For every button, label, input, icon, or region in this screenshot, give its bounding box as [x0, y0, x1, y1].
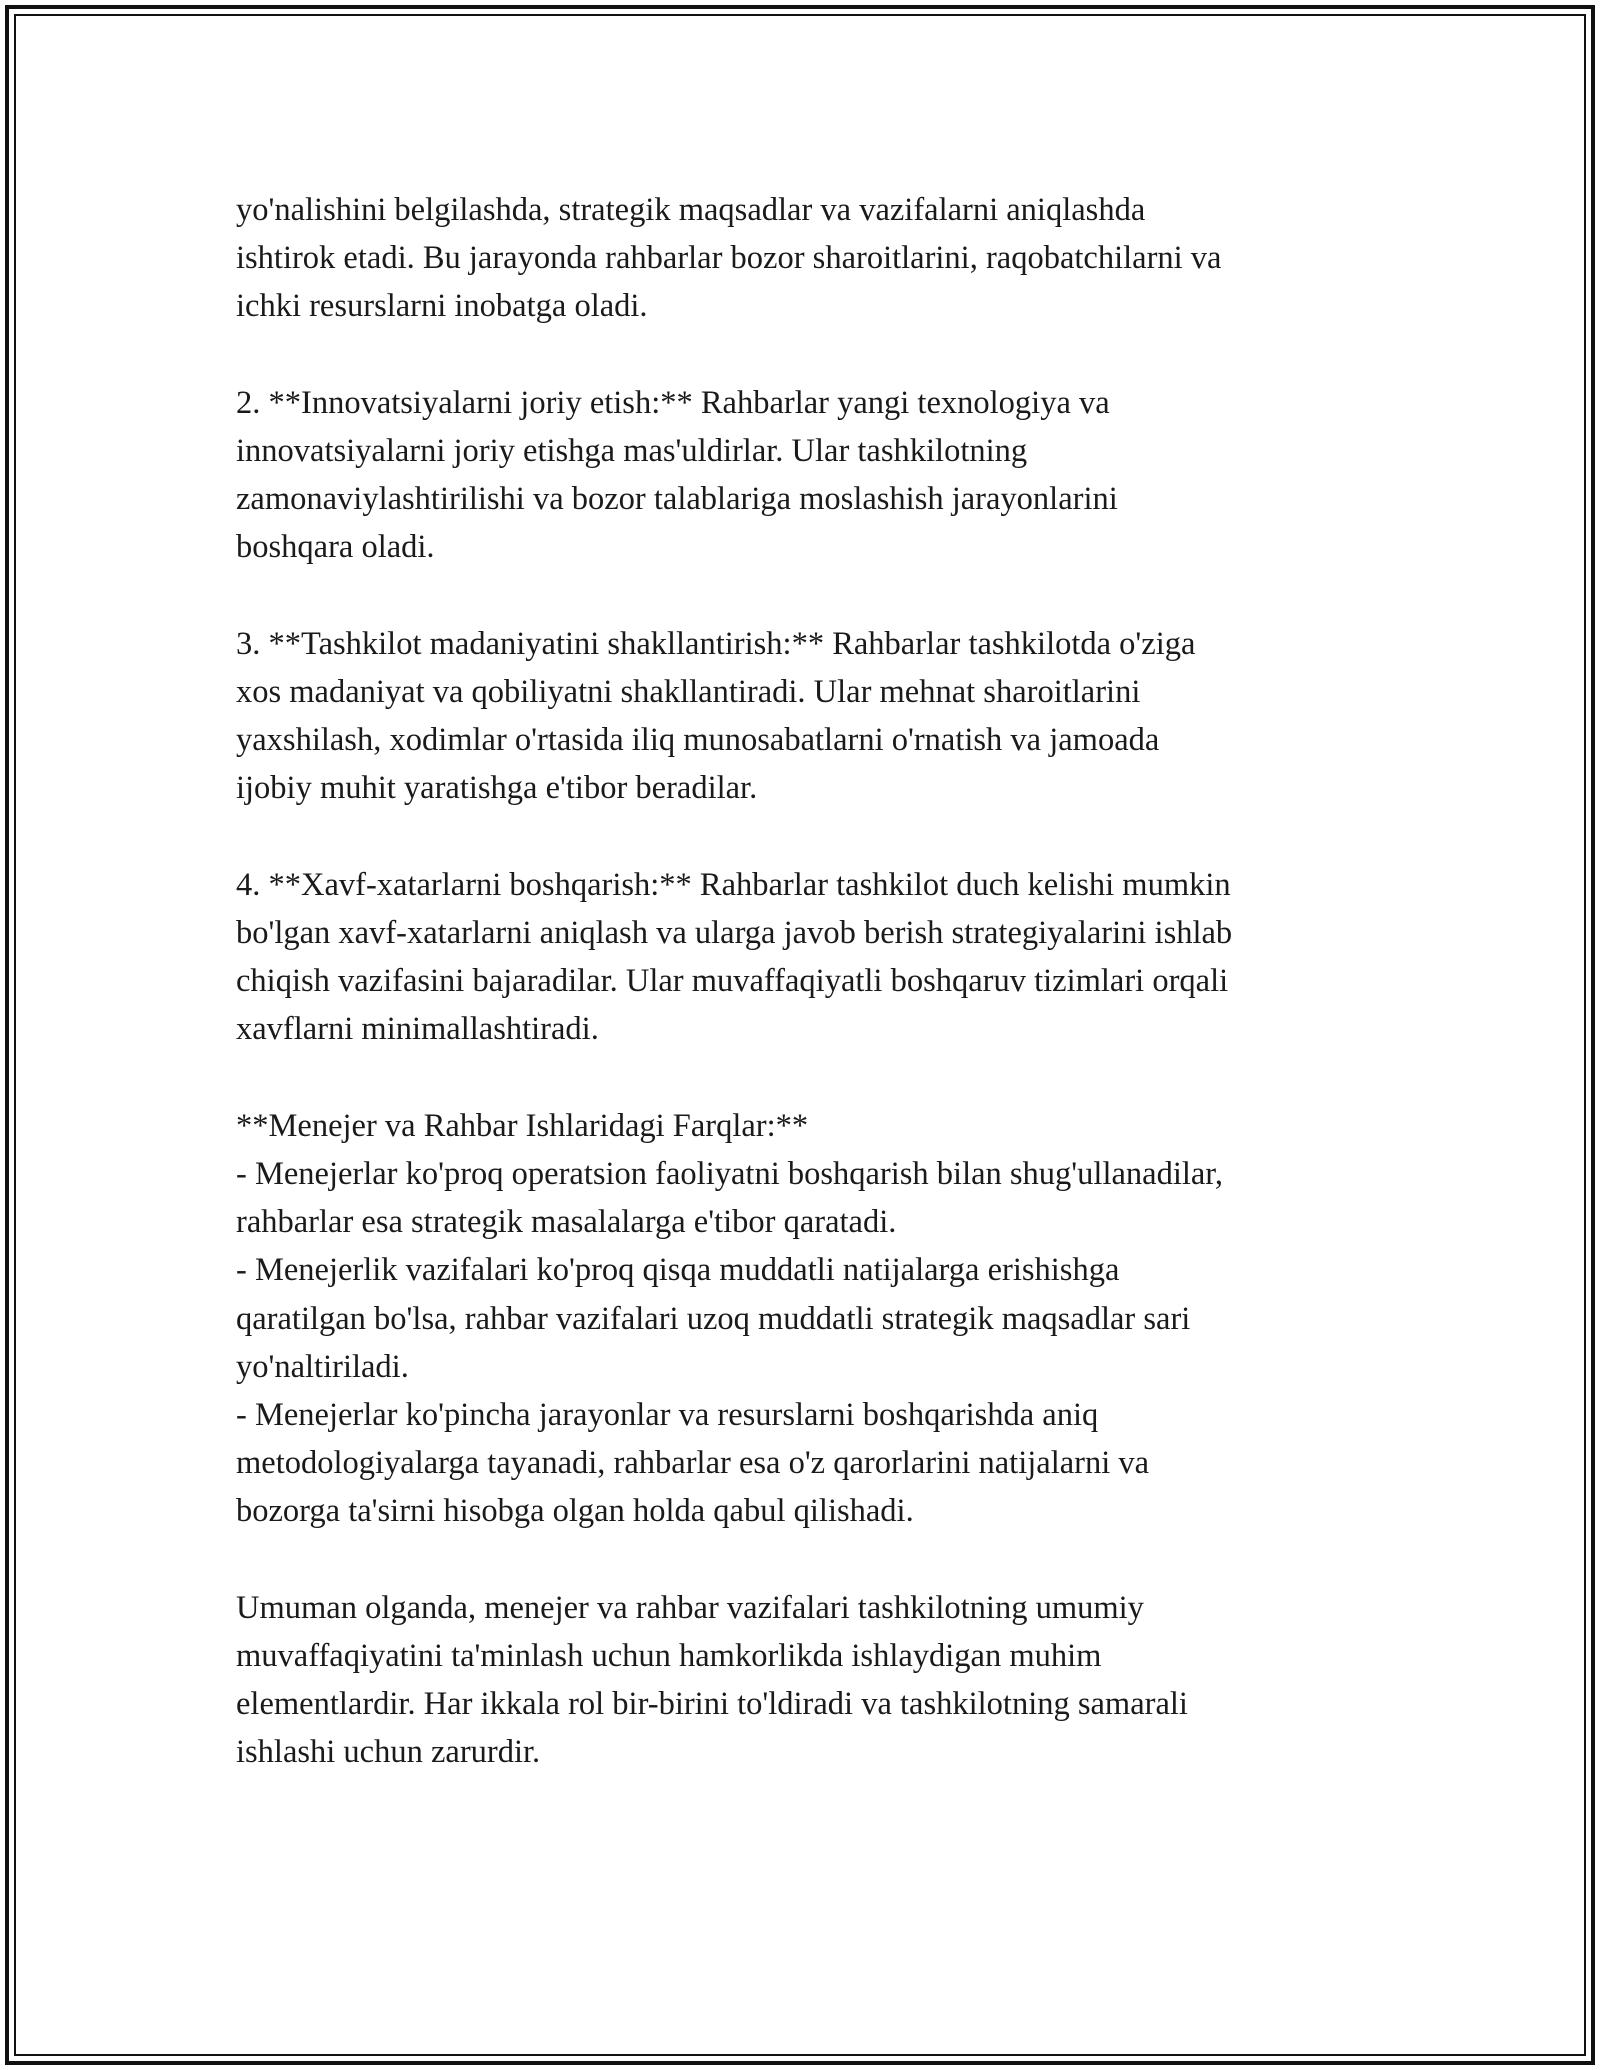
bullet-line: - Menejerlik vazifalari ko'proq qisqa muddatli natijalarga erishishga	[236, 1252, 1120, 1289]
paragraph-risk-management	[236, 861, 1386, 1054]
paragraph-innovations	[236, 379, 1386, 572]
text-line: yo'naltiriladi.	[236, 1348, 409, 1385]
text-line: qaratilgan bo'lsa, rahbar vazifalari uzoq muddatli strategik maqsadlar sari	[236, 1300, 1191, 1337]
section-heading: **Menejer va Rahbar Ishlaridagi Farqlar:**	[236, 1107, 809, 1144]
text-line: zamonaviylashtirilishi va bozor talablariga moslashish jarayonlarini	[236, 481, 1118, 518]
text-line: yaxshilash, xodimlar o'rtasida iliq munosabatlarni o'rnatish va jamoada	[236, 722, 1160, 759]
text-line: 2. **Innovatsiyalarni joriy etish:** Rahbarlar yangi texnologiya va	[236, 384, 1110, 421]
text-line: ijobiy muhit yaratishga e'tibor beradilar.	[236, 770, 758, 807]
bullet-line: - Menejerlar ko'pincha jarayonlar va resurslarni boshqarishda aniq	[236, 1397, 1099, 1434]
text-line: 3. **Tashkilot madaniyatini shakllantirish:** Rahbarlar tashkilotda o'ziga	[236, 625, 1196, 662]
text-line: Umuman olganda, menejer va rahbar vazifalari tashkilotning umumiy	[236, 1589, 1144, 1626]
text-line: bo'lgan xavf-xatarlarni aniqlash va ularga javob berish strategiyalarini ishlab	[236, 915, 1233, 951]
section-differences	[236, 1102, 1386, 1536]
text-line: muvaffaqiyatini ta'minlash uchun hamkorlikda ishlaydigan muhim	[236, 1638, 1102, 1675]
text-line: xavflarni minimallashtiradi.	[236, 1011, 599, 1048]
bullet-line: - Menejerlar ko'proq operatsion faoliyatni boshqarish bilan shug'ullanadilar,	[236, 1156, 1223, 1192]
text-line: yo'nalishini belgilashda, strategik maqsadlar va vazifalarni aniqlashda	[236, 192, 1146, 228]
document-body	[236, 186, 1386, 1825]
text-line: metodologiyalarga tayanadi, rahbarlar esa o'z qarorlarini natijalarni va	[236, 1445, 1150, 1482]
paragraph-strategy-continuation	[236, 186, 1386, 331]
text-line: chiqish vazifasini bajaradilar. Ular muvaffaqiyatli boshqaruv tizimlari orqali	[236, 963, 1229, 1000]
text-line: rahbarlar esa strategik masalalarga e'tibor qaratadi.	[236, 1204, 897, 1241]
text-line: bozorga ta'sirni hisobga olgan holda qabul qilishadi.	[236, 1493, 914, 1530]
paragraph-conclusion	[236, 1584, 1386, 1777]
text-line: innovatsiyalarni joriy etishga mas'uldirlar. Ular tashkilotning	[236, 433, 1028, 469]
paragraph-culture	[236, 620, 1386, 813]
text-line: ichki resurslarni inobatga oladi.	[236, 288, 648, 325]
text-line: ishlashi uchun zarurdir.	[236, 1734, 541, 1771]
text-line: xos madaniyat va qobiliyatni shakllantiradi. Ular mehnat sharoitlarini	[236, 674, 1141, 710]
text-line: elementlardir. Har ikkala rol bir-birini to'ldiradi va tashkilotning samarali	[236, 1686, 1188, 1723]
text-line: 4. **Xavf-xatarlarni boshqarish:** Rahbarlar tashkilot duch kelishi mumkin	[236, 866, 1231, 903]
text-line: boshqara oladi.	[236, 529, 435, 566]
text-line: ishtirok etadi. Bu jarayonda rahbarlar bozor sharoitlarini, raqobatchilarni va	[236, 240, 1222, 277]
